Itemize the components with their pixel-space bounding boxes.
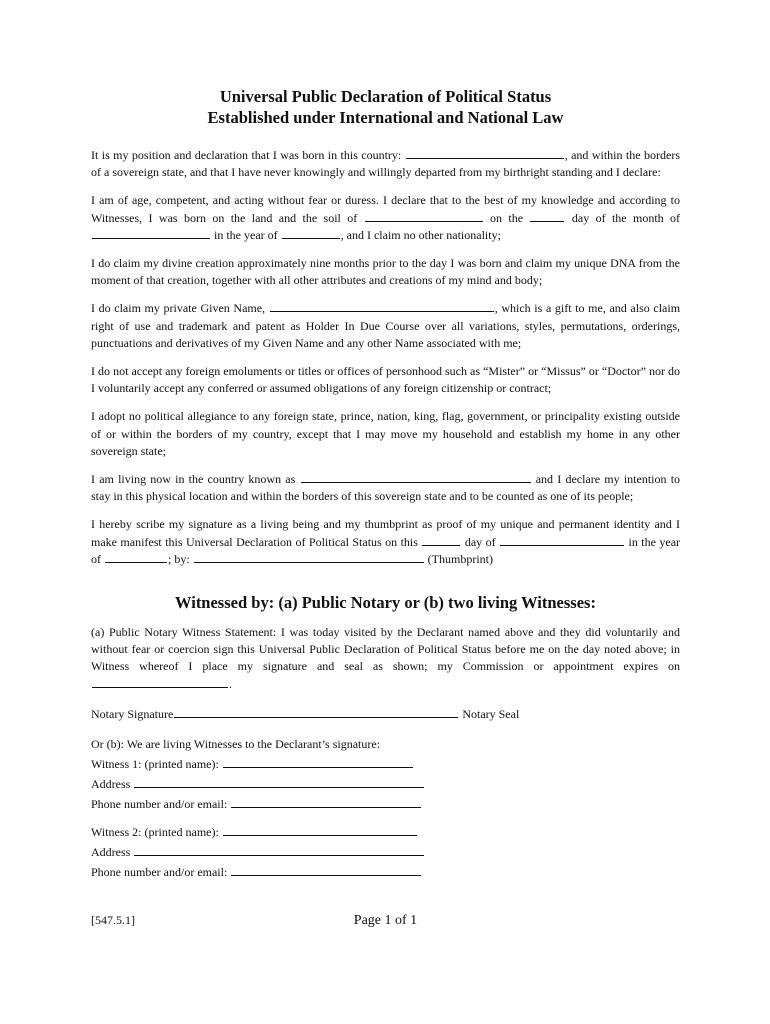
paragraph-text: . [229, 676, 232, 691]
paragraph-text: (a) Public Notary Witness Statement: I was today visited by the Declarant named above and they did voluntarily and without fear or coercion sign this Universal Public Declaration of Political Status before me on the day noted above; in Witness whereof I place my signature and seal as shown; my Commission or appointment expires on [91, 625, 680, 674]
paragraph-political-allegiance: I adopt no political allegiance to any foreign state, prince, nation, king, flag, government, or principality existing outside of or within the borders of my country, except that I may move my household and establish my home in any other sovereign state; [91, 409, 680, 458]
paragraph-text: ; by: [168, 551, 190, 566]
witness-1-phone-label: Phone number and/or email: [91, 796, 228, 811]
witness-2-name-label: Witness 2: (printed name): [91, 824, 219, 839]
birth-country-blank[interactable] [406, 147, 564, 159]
witness-1-address-label: Address [91, 776, 131, 791]
paragraph-foreign-emoluments: I do not accept any foreign emoluments or titles or offices of personhood such as “Mister” or “Missus” or “Doctor” nor do I voluntarily accept any conferred or assumed obligations of any foreign citizenship or contract; [91, 364, 680, 396]
witness-1-name-line [91, 754, 680, 774]
title-line-2: Established under International and National Law [207, 108, 564, 127]
witness-1-name-blank[interactable] [223, 756, 413, 768]
paragraph-birth-details [91, 192, 680, 244]
witness-1-address-line [91, 774, 680, 794]
option-b-text: Or (b): We are living Witnesses to the Declarant’s signature: [91, 736, 381, 751]
paragraph-text: day of [464, 534, 496, 549]
birth-month-blank[interactable] [92, 227, 210, 239]
paragraph-text: in the year of [91, 534, 681, 566]
witness-1-phone-blank[interactable] [231, 796, 421, 808]
paragraph-text: , which is a gift to me, and also claim right of use and trademark and patent as Holder In Due Course over all variations, styles, permutations, orderings, punctuations and derivatives of my Given Name and any other Name associated with me; [91, 301, 681, 350]
witness-1-phone-line [91, 794, 680, 814]
witness-2-phone-line [91, 862, 680, 882]
paragraph-text: I am of age, competent, and acting without fear or duress. I declare that to the best of my knowledge and according to Witnesses, I was born on the land and the soil of [91, 193, 680, 225]
sign-day-blank[interactable] [422, 534, 460, 546]
page-number: Page 1 of 1 [353, 913, 418, 928]
document-title [91, 86, 680, 128]
declarant-signature-blank[interactable] [194, 551, 424, 563]
living-country-blank[interactable] [301, 471, 531, 483]
witness-2-name-line [91, 822, 680, 842]
notary-signature-label: Notary Signature [91, 706, 174, 721]
title-line-1: Universal Public Declaration of Political Status [219, 87, 552, 106]
witness-1-name-label: Witness 1: (printed name): [91, 756, 219, 771]
paragraph-text: and I declare my intention to stay in this physical location and within the borders of this sovereign state and to be counted as one of its people; [91, 472, 681, 504]
paragraph-text: on the [490, 210, 524, 225]
paragraph-text: , and within the borders of a sovereign state, and that I have never knowingly and willingly departed from my birthright standing and I declare: [91, 148, 680, 180]
paragraph-text: It is my position and declaration that I was born in this country: [91, 148, 402, 162]
notary-seal-label: Notary Seal [462, 706, 520, 721]
witness-2-name-blank[interactable] [223, 824, 417, 836]
paragraph-birth-country [91, 147, 680, 181]
witness-heading: Witnessed by: (a) Public Notary or (b) two living Witnesses: [175, 593, 596, 613]
commission-expiry-blank[interactable] [92, 676, 228, 688]
paragraph-text: , and I claim no other nationality; [340, 227, 501, 242]
notary-statement [91, 624, 680, 693]
witness-2-address-blank[interactable] [134, 844, 424, 856]
spacer [91, 814, 680, 822]
paragraph-text: in the year of [214, 227, 278, 242]
witness-1-address-blank[interactable] [134, 776, 424, 788]
witness-2-phone-blank[interactable] [231, 864, 421, 876]
paragraph-given-name [91, 300, 680, 352]
given-name-blank[interactable] [270, 300, 494, 312]
paragraph-text: day of the month of [571, 210, 681, 225]
paragraph-text: I am living now in the country known as [91, 472, 296, 487]
witness-2-phone-label: Phone number and/or email: [91, 864, 228, 879]
birth-day-blank[interactable] [530, 210, 564, 222]
sign-year-blank[interactable] [105, 551, 167, 563]
paragraph-signature [91, 516, 680, 568]
notary-signature-line [91, 704, 680, 724]
document-code: [547.5.1] [91, 913, 135, 927]
sign-month-blank[interactable] [500, 534, 624, 546]
birth-land-blank[interactable] [365, 210, 483, 222]
birth-year-blank[interactable] [282, 227, 340, 239]
paragraph-text: I hereby scribe my signature as a living being and my thumbprint as proof of my unique and permanent identity and I make manifest this Universal Declaration of Political Status on this [91, 517, 680, 549]
page-footer [91, 913, 680, 933]
witness-2-address-label: Address [91, 844, 131, 859]
witness-2-address-line [91, 842, 680, 862]
thumbprint-label: (Thumbprint) [427, 551, 493, 566]
notary-signature-blank[interactable] [174, 706, 458, 718]
paragraph-living-country [91, 471, 680, 505]
paragraph-divine-creation: I do claim my divine creation approximately nine months prior to the day I was born and claim my unique DNA from the moment of that creation, together with all other attributes and creations of my mind and body; [91, 256, 680, 288]
paragraph-text: I do claim my private Given Name, [91, 301, 266, 316]
